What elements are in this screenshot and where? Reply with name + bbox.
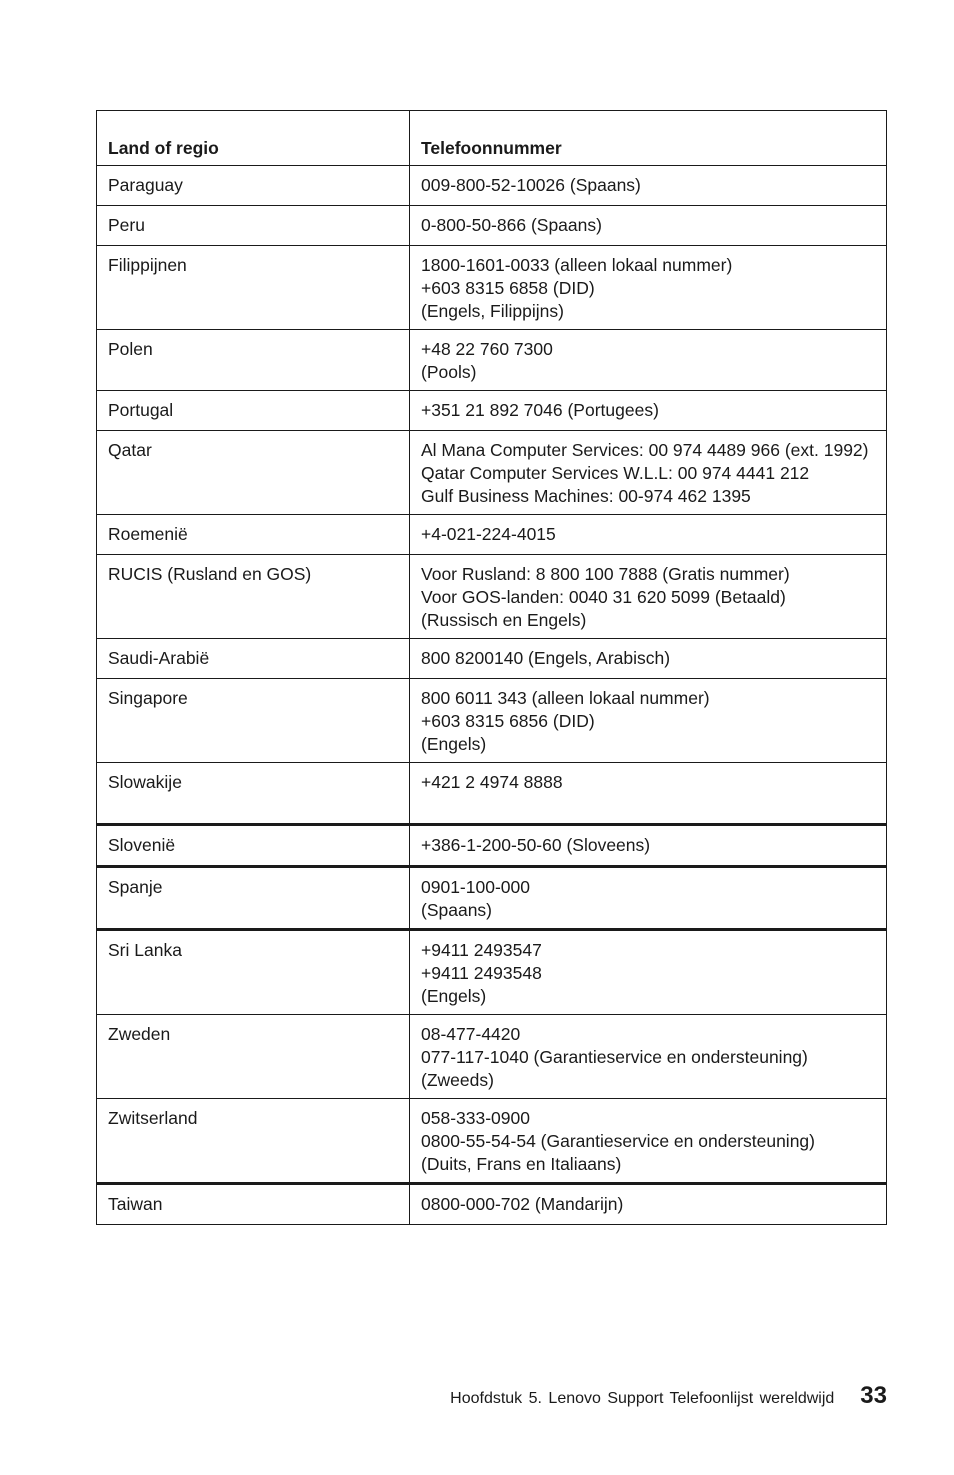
- phone-line: (Pools): [421, 362, 477, 382]
- phone-cell: [410, 555, 887, 639]
- table-row: [97, 391, 887, 431]
- phone-cell: [410, 1099, 887, 1184]
- table-row: [97, 555, 887, 639]
- country-cell: Singapore: [97, 679, 410, 763]
- phone-line: Voor Rusland: 8 800 100 7888 (Gratis nummer): [421, 564, 790, 584]
- header-phone: Telefoonnummer: [410, 111, 887, 166]
- phone-line: 077-117-1040 (Garantieservice en ondersteuning): [421, 1047, 808, 1067]
- table-row: [97, 679, 887, 763]
- table-row: [97, 825, 887, 867]
- phone-cell: [410, 639, 887, 679]
- country-cell: Qatar: [97, 431, 410, 515]
- table-row: [97, 166, 887, 206]
- phone-line: (Engels, Filippijns): [421, 301, 564, 321]
- phone-line: +603 8315 6858 (DID): [421, 278, 595, 298]
- header-country: Land of regio: [97, 111, 410, 166]
- phone-cell: [410, 679, 887, 763]
- phone-line: (Russisch en Engels): [421, 610, 587, 630]
- phone-cell: [410, 431, 887, 515]
- phone-line: (Engels): [421, 734, 487, 754]
- page-footer: [450, 1382, 887, 1410]
- phone-cell: [410, 166, 887, 206]
- support-phone-table: [96, 110, 887, 1225]
- country-cell: Portugal: [97, 391, 410, 431]
- table-row: [97, 639, 887, 679]
- phone-line: (Engels): [421, 986, 487, 1006]
- phone-line: 0800-000-702 (Mandarijn): [421, 1194, 624, 1214]
- phone-line: Voor GOS-landen: 0040 31 620 5099 (Betaald): [421, 587, 786, 607]
- phone-line: 08-477-4420: [421, 1024, 521, 1044]
- phone-cell: [410, 763, 887, 825]
- phone-line: Gulf Business Machines: 00-974 462 1395: [421, 486, 751, 506]
- phone-cell: [410, 867, 887, 930]
- phone-cell: [410, 930, 887, 1015]
- phone-line: Qatar Computer Services W.L.L: 00 974 4441 212: [421, 463, 810, 483]
- country-cell: Spanje: [97, 867, 410, 930]
- country-cell: Slovenië: [97, 825, 410, 867]
- country-cell: Slowakije: [97, 763, 410, 825]
- phone-line: 0800-55-54-54 (Garantieservice en ondersteuning): [421, 1131, 815, 1151]
- table-row: [97, 1015, 887, 1099]
- table-body: [97, 166, 887, 1225]
- phone-line: +4-021-224-4015: [421, 524, 556, 544]
- phone-line: [421, 794, 875, 817]
- phone-line: 058-333-0900: [421, 1108, 530, 1128]
- phone-line: 800 8200140 (Engels, Arabisch): [421, 648, 671, 668]
- chapter-title: Hoofdstuk 5. Lenovo Support Telefoonlijst wereldwijd: [450, 1390, 835, 1407]
- phone-cell: [410, 206, 887, 246]
- phone-cell: [410, 1015, 887, 1099]
- phone-cell: [410, 391, 887, 431]
- table-row: [97, 330, 887, 391]
- country-cell: Paraguay: [97, 166, 410, 206]
- phone-line: 009-800-52-10026 (Spaans): [421, 175, 641, 195]
- phone-line: +386-1-200-50-60 (Sloveens): [421, 835, 651, 855]
- country-cell: Zwitserland: [97, 1099, 410, 1184]
- table-row: [97, 206, 887, 246]
- table-row: [97, 246, 887, 330]
- phone-line: +9411 2493548: [421, 963, 542, 983]
- country-cell: Filippijnen: [97, 246, 410, 330]
- country-cell: Zweden: [97, 1015, 410, 1099]
- phone-cell: [410, 515, 887, 555]
- phone-line: 800 6011 343 (alleen lokaal nummer): [421, 688, 710, 708]
- country-cell: Sri Lanka: [97, 930, 410, 1015]
- table-row: [97, 431, 887, 515]
- table-row: [97, 1184, 887, 1225]
- phone-line: 0-800-50-866 (Spaans): [421, 215, 602, 235]
- table-row: [97, 867, 887, 930]
- table-header-row: [97, 111, 887, 166]
- page-number: 33: [860, 1382, 887, 1409]
- phone-line: +421 2 4974 8888: [421, 772, 563, 792]
- phone-cell: [410, 1184, 887, 1225]
- phone-cell: [410, 825, 887, 867]
- phone-line: 1800-1601-0033 (alleen lokaal nummer): [421, 255, 733, 275]
- country-cell: Polen: [97, 330, 410, 391]
- table-row: [97, 1099, 887, 1184]
- phone-line: +9411 2493547: [421, 940, 542, 960]
- table-row: [97, 763, 887, 825]
- country-cell: Roemenië: [97, 515, 410, 555]
- country-cell: RUCIS (Rusland en GOS): [97, 555, 410, 639]
- phone-cell: [410, 246, 887, 330]
- phone-line: (Zweeds): [421, 1070, 494, 1090]
- country-cell: Peru: [97, 206, 410, 246]
- phone-line: +48 22 760 7300: [421, 339, 553, 359]
- phone-line: Al Mana Computer Services: 00 974 4489 966 (ext. 1992): [421, 440, 869, 460]
- phone-line: 0901-100-000: [421, 877, 530, 897]
- table-row: [97, 930, 887, 1015]
- phone-line: +603 8315 6856 (DID): [421, 711, 595, 731]
- phone-cell: [410, 330, 887, 391]
- table-row: [97, 515, 887, 555]
- phone-line: (Duits, Frans en Italiaans): [421, 1154, 622, 1174]
- country-cell: Saudi-Arabië: [97, 639, 410, 679]
- phone-line: (Spaans): [421, 900, 493, 920]
- phone-line: +351 21 892 7046 (Portugees): [421, 400, 659, 420]
- country-cell: Taiwan: [97, 1184, 410, 1225]
